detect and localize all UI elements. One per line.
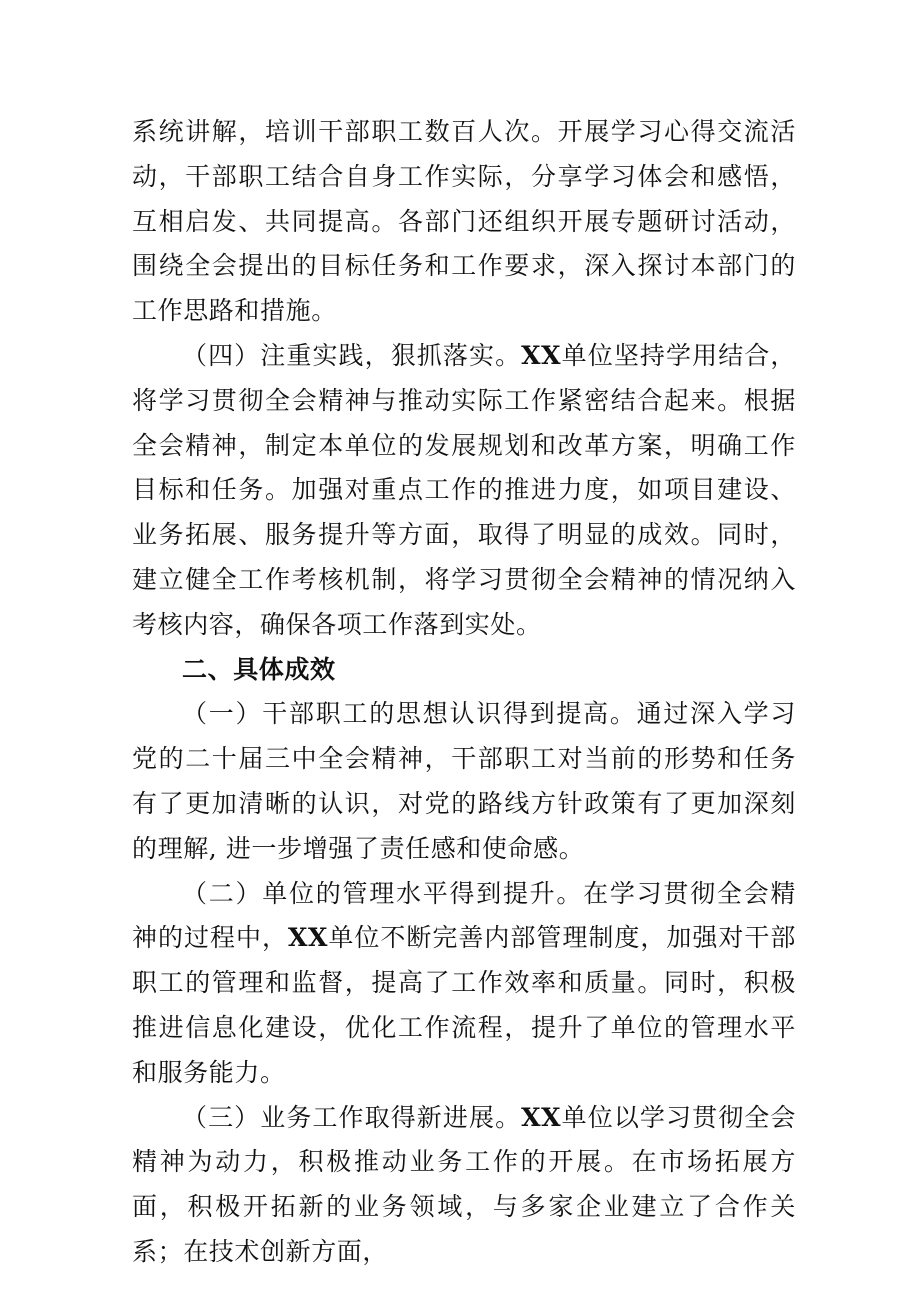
paragraph-practice-lead: （四）注重实践，狠抓落实。: [182, 340, 522, 370]
paragraph-result-management: [132, 872, 796, 1096]
unit-placeholder: XX: [521, 1102, 562, 1132]
unit-placeholder: XX: [521, 340, 562, 370]
paragraph-management-body: 单位不断完善内部管理制度，加强对干部职工的管理和监督，提高了工作效率和质量。同时，积极推进信息化建设，优化工作流程，提升了单位的管理水平和服务能力。: [132, 923, 796, 1087]
paragraph-result-business: [132, 1096, 796, 1275]
paragraph-practice: [132, 334, 796, 648]
paragraph-management-lead: （二）单位的管理水平得到提升。在学习贯彻全会精神的过程中，: [132, 878, 796, 953]
document-body: [132, 110, 796, 1275]
paragraph-business-lead: （三）业务工作取得新进展。: [182, 1102, 522, 1132]
paragraph-business-body: 单位以学习贯彻全会精神为动力，积极推动业务工作的开展。在市场拓展方面，积极开拓新的业务领域，与多家企业建立了合作关系；在技术创新方面，: [132, 1102, 796, 1266]
unit-placeholder: XX: [288, 923, 328, 953]
section-heading-results: 二、具体成效: [182, 654, 336, 684]
paragraph-training-continued: 系统讲解，培训干部职工数百人次。开展学习心得交流活动，干部职工结合自身工作实际，分享学习体会和感悟，互相启发、共同提高。各部门还组织开展专题研讨活动，围绕全会提出的目标任务和工作要求，深入探讨本部门的工作思路和措施。: [132, 117, 796, 326]
paragraph-practice-body: 单位坚持学用结合，将学习贯彻全会精神与推动实际工作紧密结合起来。根据全会精神，制定本单位的发展规划和改革方案，明确工作目标和任务。加强对重点工作的推进力度，如项目建设、业务拓展、服务提升等方面，取得了明显的成效。同时，建立健全工作考核机制，将学习贯彻全会精神的情况纳入考核内容，确保各项工作落到实处。: [132, 340, 796, 639]
paragraph-result-thinking: （一）干部职工的思想认识得到提高。通过深入学习党的二十届三中全会精神，干部职工对当前的形势和任务有了更加清晰的认识，对党的路线方针政策有了更加深刻的理解, 进一步增强了责任感和使命感。: [132, 699, 796, 863]
